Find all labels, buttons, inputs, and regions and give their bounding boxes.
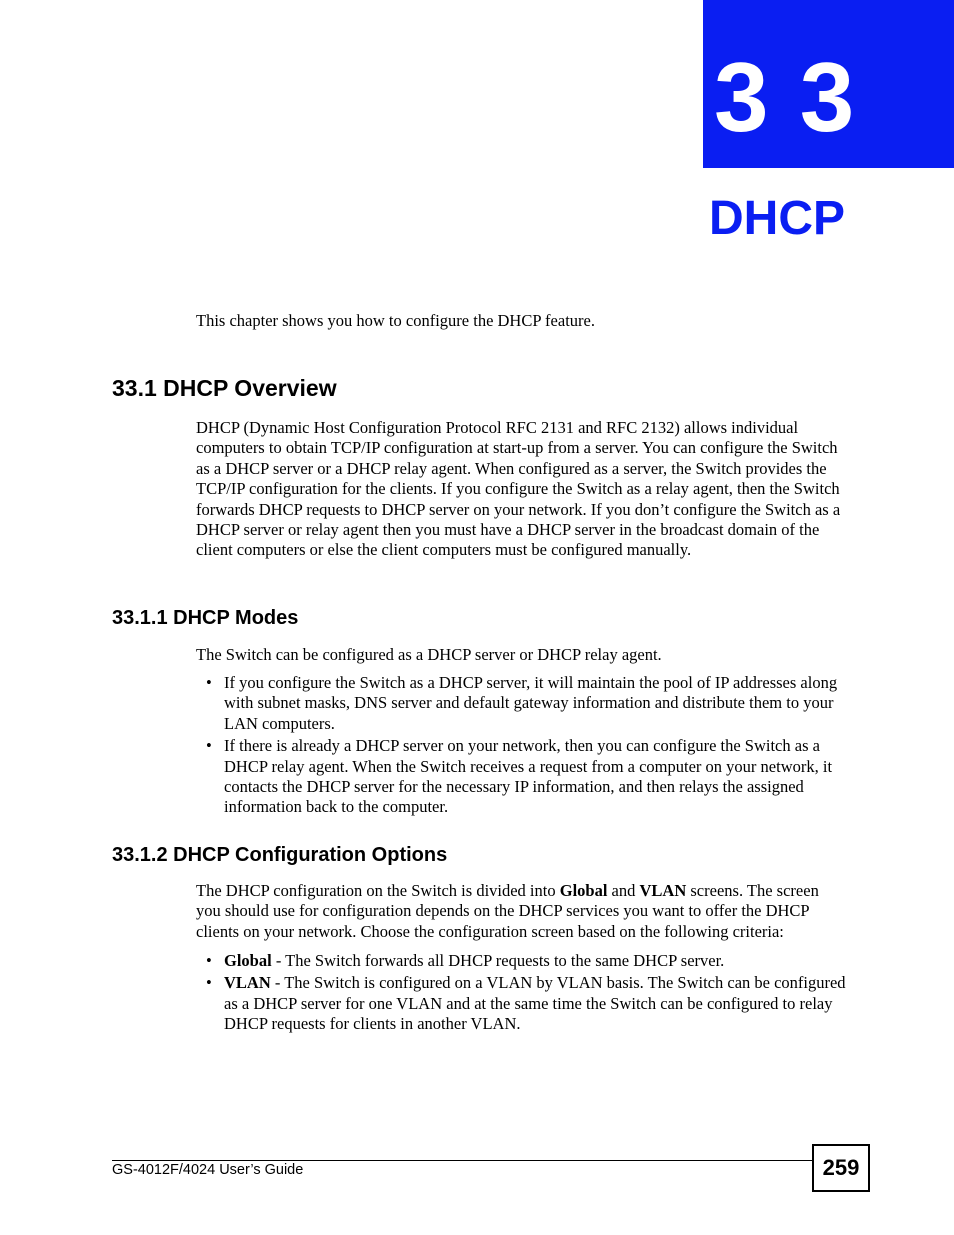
section-33-1-body: DHCP (Dynamic Host Configuration Protocol RFC 2131 and RFC 2132) allows individual computers to obtain TCP/IP configuration at start-up from a server. You can configure the Switch as a DHCP server or a DHCP relay agent. When configured as a server, the Switch provides the TCP/IP configuration for the clients. If you configure the Switch as a relay agent, then the Switch forwards DHCP requests to DHCP server on your network. If you don’t configure the Switch as a DHCP server or relay agent then you must have a DHCP server in the broadcast domain of the client computers or else the client computers must be configured manually. <box>196 418 841 560</box>
section-33-1-2-intro <box>196 881 846 942</box>
vlan-term: VLAN <box>639 881 687 900</box>
global-term: Global <box>559 881 608 900</box>
dhcp-modes-list <box>196 673 846 818</box>
list-item <box>196 736 846 818</box>
intro-text: The DHCP configuration on the Switch is divided into <box>196 881 560 900</box>
list-item <box>196 973 846 1034</box>
intro-text: and <box>607 881 640 900</box>
page-number: 259 <box>812 1144 870 1192</box>
section-33-1-1-intro: The Switch can be configured as a DHCP server or DHCP relay agent. <box>196 645 662 664</box>
list-item-text: If you configure the Switch as a DHCP server, it will maintain the pool of IP addresses along with subnet masks, DNS server and default gateway information and distribute them to your LAN computers. <box>224 673 838 733</box>
list-item-text: - The Switch forwards all DHCP requests to the same DHCP server. <box>271 951 725 970</box>
list-item-text: If there is already a DHCP server on your network, then you can configure the Switch as a DHCP relay agent. When the Switch receives a request from a computer on your network, it contacts the DHCP server for the necessary IP information, and then relays the assigned information back to the computer. <box>224 736 833 817</box>
chapter-intro: This chapter shows you how to configure the DHCP feature. <box>196 311 595 330</box>
bullet-mark: • <box>206 736 212 756</box>
section-heading-33-1-2: 33.1.2 DHCP Configuration Options <box>112 844 448 866</box>
list-item-term: Global <box>224 951 272 970</box>
list-item <box>196 951 846 971</box>
chapter-title: DHCP <box>709 192 846 245</box>
footer-guide-title: GS-4012F/4024 User’s Guide <box>112 1162 304 1178</box>
config-options-list <box>196 951 846 1035</box>
bullet-mark: • <box>206 973 212 993</box>
bullet-mark: • <box>206 951 212 970</box>
bullet-mark: • <box>206 673 212 692</box>
list-item-text: - The Switch is configured on a VLAN by VLAN basis. The Switch can be configured as a DHCP server for one VLAN and at the same time the Switch can be configured to relay DHCP requests for clients in another VLAN. <box>224 973 846 1034</box>
list-item-term: VLAN <box>224 973 271 993</box>
chapter-number: 3 3 <box>714 42 857 152</box>
section-heading-33-1-1: 33.1.1 DHCP Modes <box>112 607 299 629</box>
section-heading-33-1: 33.1 DHCP Overview <box>112 375 337 401</box>
list-item <box>196 673 846 734</box>
intro-text: screens. The screen you should use for configuration depends on the DHCP services you want to offer the DHCP clients on your network. Choose the configuration screen based on the following criteria: <box>196 881 819 941</box>
